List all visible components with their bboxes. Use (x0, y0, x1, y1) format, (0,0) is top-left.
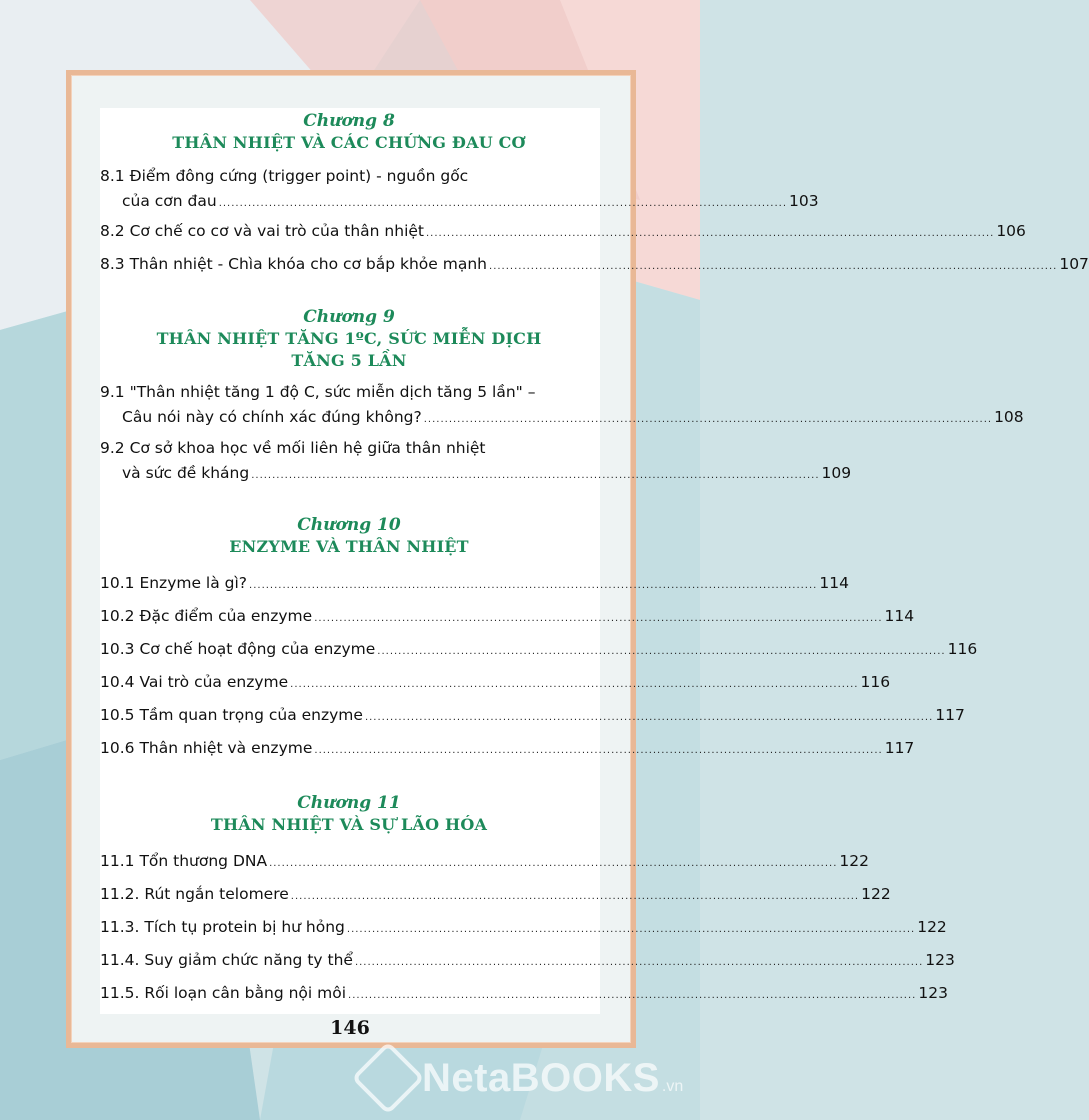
toc-entry[interactable] (100, 912, 947, 945)
toc-entry-page: 122 (861, 885, 891, 903)
toc-entry[interactable] (100, 700, 965, 733)
toc-entry-label: 9.1 "Thân nhiệt tăng 1 độ C, sức miễn dịch tăng 5 lần" – (100, 383, 536, 401)
dot-leader: ........................................................................................................................................ (249, 580, 818, 591)
toc-entry-label: 11.2. Rút ngắn telomere (100, 885, 289, 903)
toc-entry-label: 11.3. Tích tụ protein bị hư hỏng (100, 918, 345, 936)
toc-entry-page: 122 (917, 918, 947, 936)
chapter-label: Chương 11 (297, 793, 401, 813)
dot-leader: ........................................................................................................................................ (346, 924, 916, 935)
chapter-label: Chương 10 (297, 515, 401, 535)
chapter-title: THÂN NHIỆT VÀ CÁC CHỨNG ĐAU CƠ (172, 133, 526, 152)
toc-entry[interactable] (100, 568, 849, 601)
toc-entry-label: 8.1 Điểm đông cứng (trigger point) - nguồn gốc (100, 167, 469, 185)
toc-entry-page: 114 (884, 607, 915, 625)
chapter-8 (100, 110, 1089, 282)
netabooks-logo-icon (351, 1041, 425, 1115)
chapter-11 (100, 792, 955, 1011)
toc-entry-page: 116 (947, 640, 978, 658)
toc-entry-label: 11.4. Suy giảm chức năng ty thể (100, 951, 353, 969)
dot-leader: ........................................................................................................................................ (251, 470, 820, 481)
toc-entry-label: 8.3 Thân nhiệt - Chìa khóa cho cơ bắp khỏe mạnh (100, 255, 488, 273)
dot-leader: ........................................................................................................................................ (489, 261, 1058, 272)
toc-entry-label: 11.5. Rối loạn cân bằng nội môi (100, 984, 347, 1002)
toc-entry-label: 10.4 Vai trò của enzyme (100, 673, 289, 691)
toc-entry[interactable] (100, 945, 955, 978)
chapter-heading (100, 792, 598, 836)
toc-entry-page: 109 (821, 464, 852, 482)
watermark-brand: NetaBOOKS (422, 1055, 660, 1100)
toc-entry[interactable] (100, 164, 819, 216)
toc-entry-label: 10.6 Thân nhiệt và enzyme (100, 739, 313, 757)
toc-entry-label: 10.3 Cơ chế hoạt động của enzyme (100, 640, 376, 658)
toc-entry-page: 114 (819, 574, 849, 592)
toc-entry-page: 117 (884, 739, 915, 757)
watermark (362, 1048, 683, 1108)
toc-entry-page: 116 (860, 673, 891, 691)
chapter-heading (100, 514, 598, 558)
toc-entry-page: 103 (789, 192, 819, 210)
toc-entry[interactable] (100, 879, 891, 912)
toc-entry[interactable] (100, 216, 1026, 249)
dot-leader: ........................................................................................................................................ (377, 646, 946, 657)
toc-entry-label: 8.2 Cơ chế co cơ và vai trò của thân nhiệt (100, 222, 424, 240)
dot-leader: ........................................................................................................................................ (423, 414, 993, 425)
toc-entry-page: 106 (996, 222, 1026, 240)
chapter-title: THÂN NHIỆT TĂNG 1ºC, SỨC MIỄN DỊCH (156, 329, 542, 348)
watermark-suffix: .vn (661, 1078, 684, 1095)
chapter-title: THÂN NHIỆT VÀ SỰ LÃO HÓA (210, 815, 488, 834)
toc-entry-label: 10.1 Enzyme là gì? (100, 574, 248, 592)
dot-leader: ........................................................................................................................................ (348, 990, 917, 1001)
toc-entry-label-cont: và sức đề kháng (122, 464, 250, 482)
toc-entry-label-cont: Câu nói này có chính xác đúng không? (122, 408, 422, 426)
toc-entry[interactable] (100, 601, 915, 634)
chapter-9 (100, 306, 1024, 488)
toc-entry-page: 108 (994, 408, 1024, 426)
table-of-contents (100, 110, 1089, 1011)
toc-entry[interactable] (100, 667, 891, 700)
toc-entry[interactable] (100, 733, 915, 766)
dot-leader: ........................................................................................................................................ (290, 679, 859, 690)
toc-entry-label: 11.1 Tổn thương DNA (100, 852, 268, 870)
toc-entry-page: 122 (839, 852, 869, 870)
chapter-heading (100, 110, 598, 154)
chapter-title: ENZYME VÀ THÂN NHIỆT (229, 537, 469, 556)
chapter-heading (100, 306, 598, 372)
toc-entry[interactable] (100, 846, 869, 879)
chapter-label: Chương 8 (303, 111, 395, 131)
toc-entry-page: 107 (1059, 255, 1089, 273)
chapter-title-cont: TĂNG 5 LẦN (291, 351, 407, 370)
dot-leader: ........................................................................................................................................ (314, 613, 883, 624)
page-number: 146 (330, 1017, 370, 1039)
dot-leader: ........................................................................................................................................ (269, 858, 838, 869)
dot-leader: ........................................................................................................................................ (290, 891, 860, 902)
toc-entry[interactable] (100, 436, 852, 488)
dot-leader: ........................................................................................................................................ (354, 957, 924, 968)
toc-entry-label: 9.2 Cơ sở khoa học về mối liên hệ giữa thân nhiệt (100, 439, 486, 457)
toc-entry[interactable] (100, 978, 948, 1011)
dot-leader: ........................................................................................................................................ (364, 712, 934, 723)
toc-entry-page: 117 (935, 706, 965, 724)
toc-entry-label-cont: của cơn đau (122, 192, 217, 210)
dot-leader: ........................................................................................................................................ (314, 745, 883, 756)
dot-leader: ........................................................................................................................................ (218, 198, 788, 209)
toc-entry[interactable] (100, 634, 978, 667)
chapter-label: Chương 9 (303, 307, 395, 327)
toc-entry-label: 10.5 Tầm quan trọng của enzyme (100, 706, 363, 724)
chapter-10 (100, 514, 978, 766)
toc-entry[interactable] (100, 249, 1089, 282)
dot-leader: ........................................................................................................................................ (426, 228, 995, 239)
toc-entry[interactable] (100, 380, 1024, 432)
toc-entry-label: 10.2 Đặc điểm của enzyme (100, 607, 313, 625)
toc-entry-page: 123 (925, 951, 955, 969)
toc-entry-page: 123 (918, 984, 948, 1002)
